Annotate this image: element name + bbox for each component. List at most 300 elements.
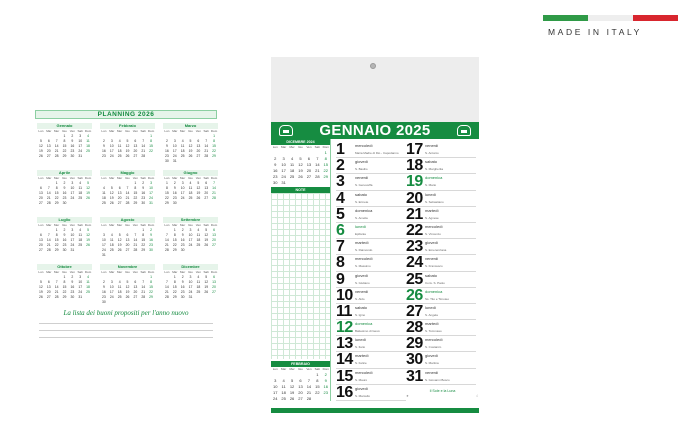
day-cell: 20	[125, 243, 130, 247]
day-number: 29	[406, 335, 423, 353]
weekday-label: Dom	[322, 145, 329, 149]
weekday-name: sabato	[355, 191, 368, 197]
day-cell: 19	[109, 196, 114, 200]
day-cell: 12	[125, 285, 130, 289]
day-cell: 25	[289, 174, 295, 179]
day-cell: 23	[172, 196, 177, 200]
day-cell: 28	[54, 154, 59, 158]
day-cell: 30	[149, 248, 153, 252]
day-cell: 14	[165, 285, 169, 289]
day-cell: 30	[102, 300, 106, 304]
day-number: 1	[336, 141, 345, 158]
day-cell: 20	[204, 191, 209, 195]
day-cell: 3	[181, 181, 184, 185]
day-cell: 25	[86, 149, 90, 153]
day-cell: 2	[102, 139, 105, 143]
day-cell: 29	[54, 248, 59, 252]
day-cell: 30	[70, 154, 75, 158]
weekday-label: Gio	[298, 145, 303, 149]
day-cell: 24	[102, 248, 106, 252]
day-cell: 21	[165, 243, 169, 247]
planning-month	[100, 170, 155, 211]
day-cell: 1	[316, 372, 319, 377]
weekday-label: Mar	[172, 223, 178, 227]
day-cell: 28	[165, 248, 169, 252]
day-row	[336, 385, 406, 401]
day-cell: 15	[54, 191, 59, 195]
day-cell: 9	[71, 139, 74, 143]
day-cell: 17	[188, 238, 193, 242]
day-cell: 25	[78, 243, 83, 247]
weekday-name: domenica	[425, 288, 443, 294]
day-cell: 23	[165, 154, 169, 158]
weekday-label: Mar	[172, 176, 178, 180]
day-cell: 16	[141, 191, 146, 195]
day-cell: 29	[165, 201, 169, 205]
day-cell: 2	[142, 181, 145, 185]
weekday-label: Dom	[210, 223, 218, 227]
day-cell: 1	[173, 275, 176, 279]
day-cell: 15	[149, 144, 153, 148]
day-cell: 25	[180, 154, 185, 158]
planning-title: PLANNING 2026	[35, 110, 217, 119]
day-row	[406, 191, 476, 207]
saint-name: S. Aldo	[355, 296, 365, 301]
day-row	[406, 255, 476, 271]
day-cell: 14	[46, 191, 51, 195]
day-cell: 8	[173, 233, 176, 237]
weekday-name: venerdì	[425, 369, 439, 375]
day-cell: 8	[150, 280, 153, 284]
day-cell: 17	[281, 168, 286, 173]
day-cell: 22	[141, 243, 146, 247]
wall-calendar	[271, 57, 479, 413]
day-cell: 2	[324, 372, 327, 377]
weekday-name: martedì	[355, 353, 369, 359]
day-number: 6	[336, 221, 345, 239]
day-cell: 12	[86, 186, 90, 190]
day-row	[406, 352, 476, 368]
day-cell: 5	[189, 139, 192, 143]
day-cell: 22	[54, 196, 59, 200]
day-cell: 5	[87, 181, 90, 185]
flag-green	[543, 15, 588, 21]
day-cell: 10	[70, 233, 75, 237]
day-row	[336, 255, 406, 271]
day-cell: 16	[70, 144, 75, 148]
day-cell: 16	[172, 191, 177, 195]
day-cell: 31	[281, 180, 286, 185]
day-cell: 22	[62, 290, 67, 294]
weekday-label: Mer	[54, 176, 60, 180]
day-cell: 17	[172, 149, 177, 153]
day-cell: 22	[172, 290, 177, 294]
day-cell: 18	[188, 191, 193, 195]
saint-name: S. Marcello	[355, 393, 371, 398]
day-cell: 1	[63, 134, 66, 138]
day-cell: 15	[62, 285, 67, 289]
planning-month-days	[163, 134, 218, 164]
day-cell: 21	[306, 390, 312, 395]
day-cell: 17	[180, 191, 185, 195]
saint-name: Battesimo di Gesù	[355, 329, 380, 334]
day-cell: 12	[204, 280, 209, 284]
day-cell: 28	[315, 174, 320, 179]
day-cell: 26	[125, 154, 130, 158]
day-cell: 12	[109, 191, 114, 195]
weekday-label: Gio	[125, 223, 130, 227]
day-number: 26	[406, 286, 423, 304]
day-cell: 11	[117, 285, 122, 289]
weekday-name: lunedì	[425, 191, 436, 197]
day-cell: 18	[180, 149, 185, 153]
day-cell: 10	[149, 186, 153, 190]
bottom-bar	[271, 408, 479, 413]
day-row	[336, 142, 406, 158]
day-cell: 10	[180, 186, 185, 190]
day-cell: 29	[323, 174, 328, 179]
day-cell: 21	[141, 290, 146, 294]
day-cell: 19	[188, 149, 193, 153]
day-cell: 8	[213, 139, 216, 143]
saint-name: Ss. Tito e Timoteo	[425, 296, 450, 301]
day-cell: 14	[165, 238, 169, 242]
day-cell: 8	[55, 186, 58, 190]
calendar-header	[271, 122, 479, 139]
weekday-label: Ven	[69, 176, 75, 180]
day-cell: 7	[316, 156, 319, 161]
day-cell: 4	[118, 139, 121, 143]
day-cell: 13	[133, 144, 138, 148]
day-row	[336, 336, 406, 352]
day-cell: 9	[150, 233, 153, 237]
day-cell: 19	[86, 238, 90, 242]
day-cell: 16	[272, 168, 278, 173]
day-cell: 3	[110, 139, 113, 143]
planning-month-title: Maggio	[100, 170, 155, 176]
day-cell: 25	[102, 201, 106, 205]
day-cell: 21	[54, 290, 59, 294]
weekday-label: Gio	[62, 176, 67, 180]
day-cell: 31	[172, 159, 177, 163]
day-cell: 3	[71, 181, 74, 185]
day-cell: 23	[62, 196, 67, 200]
weekday-label: Gio	[125, 129, 130, 133]
day-cell: 6	[134, 280, 137, 284]
day-cell: 7	[142, 280, 145, 284]
day-cell: 5	[290, 378, 294, 383]
weekday-label: Lun	[101, 176, 107, 180]
day-row	[336, 352, 406, 368]
right-logo-icon	[457, 125, 471, 136]
day-cell: 6	[47, 139, 50, 143]
day-cell: 11	[117, 144, 122, 148]
weekday-label: Lun	[272, 145, 278, 149]
day-cell: 15	[133, 191, 138, 195]
day-cell: 2	[63, 228, 66, 232]
day-cell: 13	[133, 285, 138, 289]
day-cell: 13	[39, 191, 43, 195]
day-cell: 30	[141, 201, 146, 205]
day-cell: 9	[181, 280, 184, 284]
day-cell: 13	[46, 285, 51, 289]
planning-month-days	[37, 275, 92, 300]
day-cell: 12	[86, 233, 90, 237]
day-cell: 5	[39, 139, 42, 143]
day-number: 8	[336, 254, 345, 272]
planning-month-days	[100, 134, 155, 159]
day-cell: 7	[47, 233, 50, 237]
wish-list-title: La lista dei buoni propositi per l'anno nuovo	[63, 309, 189, 317]
saint-name: S. Amelia	[355, 215, 368, 220]
weekday-label: Sab	[140, 270, 146, 274]
day-cell: 25	[281, 396, 286, 401]
day-cell: 5	[126, 280, 129, 284]
day-cell: 23	[323, 390, 328, 395]
weekday-label: Gio	[62, 129, 67, 133]
weekday-label: Dom	[84, 270, 92, 274]
day-cell: 26	[188, 154, 193, 158]
day-cell: 16	[62, 191, 67, 195]
day-number: 20	[406, 189, 423, 207]
day-cell: 24	[180, 196, 185, 200]
day-cell: 4	[118, 280, 121, 284]
day-cell: 3	[110, 280, 113, 284]
day-cell: 24	[188, 243, 193, 247]
day-cell: 5	[126, 139, 129, 143]
weekday-label: Mer	[54, 223, 60, 227]
weekday-name: sabato	[425, 272, 438, 278]
day-cell: 23	[102, 154, 106, 158]
day-cell: 7	[142, 139, 145, 143]
planning-month	[37, 264, 92, 305]
day-cell: 24	[281, 174, 286, 179]
day-cell: 17	[70, 238, 75, 242]
day-cell: 27	[46, 295, 51, 299]
day-cell: 29	[149, 295, 153, 299]
day-cell: 29	[172, 248, 177, 252]
day-cell: 6	[197, 139, 200, 143]
day-cell: 23	[272, 174, 278, 179]
weekday-label: Mer	[289, 367, 295, 371]
day-cell: 13	[46, 144, 51, 148]
day-row	[336, 320, 406, 336]
day-cell: 10	[281, 162, 286, 167]
weekday-label: Dom	[322, 367, 329, 371]
prev-month-mini	[271, 139, 330, 186]
day-cell: 28	[141, 295, 146, 299]
day-cell: 21	[141, 149, 146, 153]
day-cell: 28	[165, 295, 169, 299]
day-cell: 9	[102, 144, 105, 148]
weekday-label: Lun	[164, 270, 170, 274]
planning-month	[100, 123, 155, 164]
day-cell: 4	[87, 134, 90, 138]
day-row	[336, 288, 406, 304]
day-cell: 16	[102, 149, 106, 153]
day-cell: 19	[117, 243, 122, 247]
weekday-label: Dom	[84, 176, 92, 180]
day-cell: 14	[204, 144, 209, 148]
day-cell: 18	[117, 149, 122, 153]
weekday-name: giovedì	[425, 240, 438, 246]
day-cell: 5	[205, 275, 208, 279]
day-row	[406, 158, 476, 174]
day-cell: 8	[173, 280, 176, 284]
weekday-label: Mer	[117, 270, 123, 274]
day-cell: 2	[165, 139, 168, 143]
day-number: 11	[336, 302, 352, 320]
day-cell: 25	[188, 196, 193, 200]
weekday-label: Mar	[281, 145, 287, 149]
day-cell: 1	[55, 181, 58, 185]
planning-month-days	[163, 275, 218, 300]
day-number: 16	[336, 383, 353, 401]
day-cell: 29	[172, 295, 177, 299]
day-cell: 2	[173, 181, 176, 185]
planning-month	[163, 217, 218, 258]
day-cell: 10	[188, 280, 193, 284]
day-cell: 22	[62, 149, 67, 153]
day-cell: 12	[196, 186, 201, 190]
day-cell: 30	[70, 295, 75, 299]
day-number: 30	[406, 351, 423, 369]
day-cell: 23	[141, 196, 146, 200]
day-cell: 25	[196, 243, 201, 247]
day-cell: 30	[180, 248, 185, 252]
wish-line	[39, 317, 213, 324]
weekday-label: Gio	[188, 223, 193, 227]
planning-month-title: Gennaio	[37, 123, 92, 129]
day-cell: 6	[126, 233, 129, 237]
day-cell: 13	[196, 144, 201, 148]
day-cell: 20	[306, 168, 312, 173]
weekday-name: mercoledì	[425, 337, 443, 343]
day-cell: 19	[196, 191, 201, 195]
day-cell: 26	[204, 290, 209, 294]
day-cell: 16	[165, 149, 169, 153]
day-cell: 11	[86, 280, 90, 284]
planning-month	[163, 264, 218, 305]
weekday-label: Gio	[188, 176, 193, 180]
planning-month-title: Settembre	[163, 217, 218, 223]
saint-name: S. Mauro	[355, 377, 368, 382]
day-cell: 16	[180, 285, 185, 289]
day-number: 13	[336, 335, 353, 353]
weekday-label: Lun	[164, 176, 170, 180]
saint-name: S. Vincenzo	[425, 231, 441, 236]
weekday-label: Mar	[109, 223, 115, 227]
day-cell: 13	[212, 280, 216, 284]
prev-month-title: DICEMBRE 2024	[271, 139, 330, 145]
day-cell: 12	[125, 144, 130, 148]
day-cell: 17	[188, 285, 193, 289]
day-number: 10	[336, 286, 353, 304]
weekday-name: mercoledì	[355, 369, 373, 375]
day-cell: 28	[133, 248, 138, 252]
day-cell: 18	[196, 238, 201, 242]
day-cell: 14	[133, 238, 138, 242]
saint-name: S. Antonio	[425, 151, 439, 155]
day-cell: 20	[117, 196, 122, 200]
day-cell: 27	[306, 174, 312, 179]
day-cell: 31	[102, 253, 106, 257]
weekday-name: martedì	[355, 240, 369, 246]
day-cell: 11	[102, 191, 106, 195]
day-cell: 27	[39, 248, 43, 252]
planning-month-days	[37, 181, 92, 206]
day-cell: 22	[323, 168, 328, 173]
day-cell: 6	[47, 280, 50, 284]
flag-red	[633, 15, 678, 21]
day-cell: 27	[46, 154, 51, 158]
day-cell: 2	[274, 156, 277, 161]
day-cell: 28	[141, 154, 146, 158]
weekday-label: Mar	[172, 270, 178, 274]
day-cell: 23	[102, 295, 106, 299]
day-row	[406, 142, 476, 158]
day-cell: 17	[109, 290, 114, 294]
weekday-name: lunedì	[355, 223, 366, 229]
day-cell: 26	[86, 196, 90, 200]
weekday-name: venerdì	[425, 256, 439, 262]
day-cell: 30	[272, 180, 278, 185]
day-cell: 20	[133, 290, 138, 294]
weekday-label: Sab	[203, 129, 209, 133]
day-cell: 6	[307, 156, 311, 161]
day-row	[336, 158, 406, 174]
planning-month-days	[163, 228, 218, 253]
day-cell: 11	[78, 186, 82, 190]
day-cell: 19	[39, 149, 43, 153]
day-row	[406, 336, 476, 352]
day-cell: 15	[141, 238, 146, 242]
day-row	[406, 223, 476, 239]
day-cell: 5	[197, 181, 200, 185]
weekday-name: domenica	[355, 321, 373, 327]
saint-name: S. Raimondo	[355, 248, 373, 253]
day-cell: 23	[180, 243, 185, 247]
day-cell: 5	[205, 228, 208, 232]
saint-name: S. Costanzo	[425, 345, 442, 350]
day-cell: 18	[109, 243, 114, 247]
day-cell: 21	[204, 149, 209, 153]
day-cell: 16	[149, 238, 153, 242]
weekday-label: Sab	[203, 223, 209, 227]
planning-month-days	[163, 181, 218, 206]
day-cell: 5	[110, 186, 113, 190]
planning-month	[163, 170, 218, 211]
day-cell: 31	[188, 295, 193, 299]
day-cell: 4	[87, 275, 90, 279]
day-cell: 21	[54, 149, 59, 153]
day-cell: 22	[149, 290, 153, 294]
day-cell: 23	[149, 243, 153, 247]
day-cell: 30	[165, 159, 169, 163]
day-cell: 12	[289, 384, 295, 389]
day-cell: 6	[299, 378, 302, 383]
month-title: GENNAIO 2025	[319, 122, 431, 139]
weekday-label: Lun	[101, 129, 107, 133]
weekday-label: Mar	[46, 223, 52, 227]
day-cell: 31	[78, 295, 83, 299]
day-cell: 24	[188, 290, 193, 294]
day-cell: 3	[274, 378, 277, 383]
day-cell: 23	[70, 149, 75, 153]
day-cell: 1	[173, 228, 176, 232]
day-cell: 15	[172, 285, 177, 289]
day-cell: 9	[71, 280, 74, 284]
